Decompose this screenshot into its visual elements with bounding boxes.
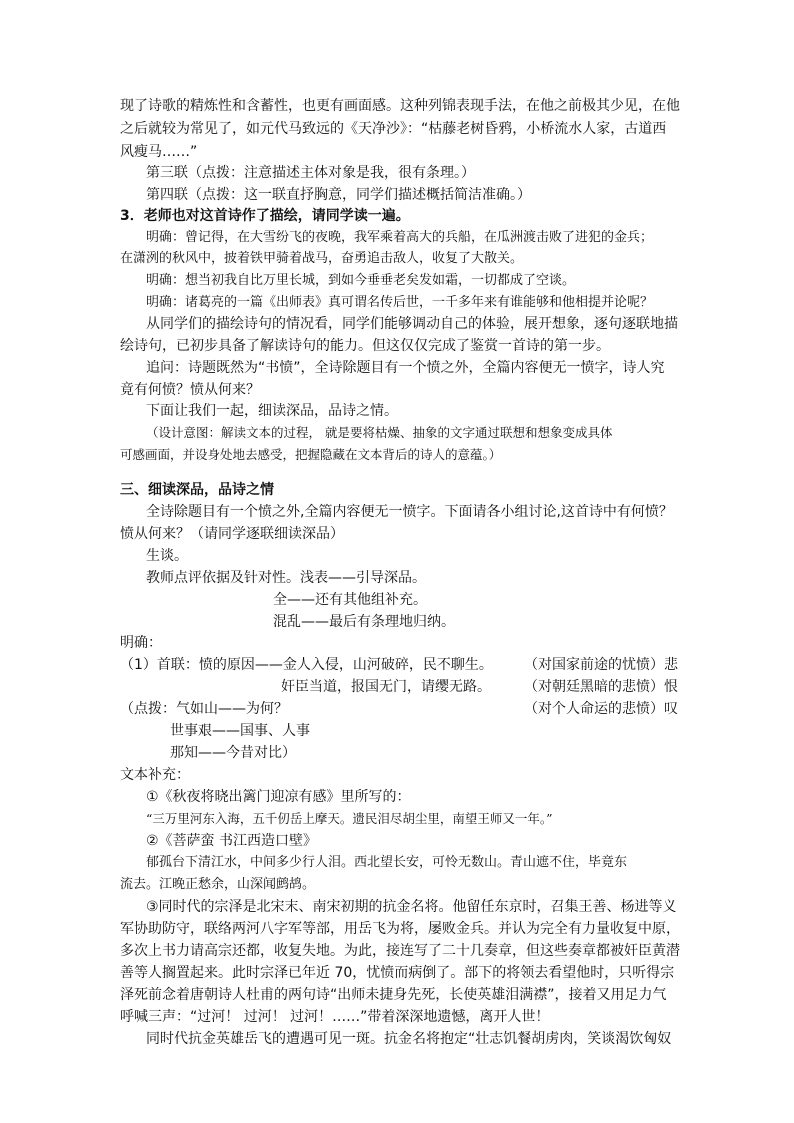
paragraph-line: 明确：想当初我自比万里长城，到如今垂垂老矣发如霜，一切都成了空谈。 [146,273,576,288]
paragraph-line: 追问：诗题既然为“书愤”，全诗除题目有一个愤之外，全篇内容便无一愤字，诗人究 [146,360,665,376]
paragraph-line: 在潇洌的秋风中，披着铁甲骑着战马，奋勇追击敌人，收复了大散关。 [120,251,524,266]
poem-quote: 郁孤台下清江水，中间多少行人泪。西北望长安，可怜无数山。青山遮不住，毕竟东 [146,855,628,870]
paragraph-line: 绘诗句，已初步具备了解读诗句的能力。但这仅仅完成了鉴赏一首诗的第一步。 [120,338,610,354]
paragraph-line: 风瘦马……” [120,144,198,160]
poem-quote: “三万里河东入海，五千仞岳上摩天。遗民泪尽胡尘里，南望王师又一年。” [146,811,553,826]
paragraph-line: 从同学们的描绘诗句的情况看，同学们能够调动自己的体验，展开想象，逐句逐联地描 [146,316,678,332]
design-intent-note: 可感画面，并设身处地去感受，把握隐藏在文本背后的诗人的意蕴。） [120,447,502,462]
paragraph-line: 明确： [120,635,162,651]
paragraph-line: 那知——今昔对比） [170,745,296,761]
paragraph-line: 第三联（点拨：注意描述主体对象是我，很有条理。） [146,165,475,181]
paragraph-line: 呼喊三声：“过河！ 过河！ 过河！……”带着深深地遗憾，离开人世！ [120,1009,550,1025]
poem-quote: 流去。江晚正愁余，山深闻鹧鸪。 [120,877,316,892]
paragraph-line: 多次上书力请高宗还都，收复失地。为此，接连写了二十几奏章，但这些奏章都被奸臣黄潜 [120,943,680,959]
paragraph-line: 全诗除题目有一个愤之外,全篇内容便无一愤字。下面请各小组讨论,这首诗中有何愤？ [146,504,673,520]
paragraph-line: ①《秋夜将晓出篱门迎凉有感》里所写的： [146,789,411,805]
paragraph-line: 世事艰——国事、人事 [170,723,310,739]
section-heading: 3．老师也对这首诗作了描绘，请同学读一遍。 [120,208,410,224]
paragraph-line: 军协助防守，联络两河八字军等部，用岳飞为将，屡败金兵。并认为完全有力量收复中原， [120,921,680,937]
design-intent-note: （设计意图：解读文本的过程， 就是要将枯燥、抽象的文字通过联想和想象变成具体 [146,425,613,440]
section-heading: 三、细读深品，品诗之情 [120,482,274,498]
paragraph-line: 奸臣当道，报国无门，请缨无路。 [281,679,491,695]
paragraph-line: 明确：曾记得，在大雪纷飞的夜晚，我军乘着高大的兵船，在瓜洲渡击败了进犯的金兵； [146,230,654,245]
paragraph-line: 愤从何来？（请同学逐联细读深品） [120,526,344,542]
emotion-note: （对个人命运的悲愤）叹 [524,701,678,717]
paragraph-line: ②《菩萨蛮 书江西造口壁》 [146,833,318,849]
paragraph-line: 第四联（点拨：这一联直抒胸意，同学们描述概括简洁准确。） [146,187,531,203]
paragraph-line: （点拨：气如山——为何？ [120,701,288,717]
paragraph-line: 文本补充： [120,767,190,783]
paragraph-line: 同时代抗金英雄岳飞的遭遇可见一斑。抗金名将抱定“壮志饥餐胡虏肉，笑谈渴饮匈奴 [146,1031,672,1047]
paragraph-line: 教师点评依据及针对性。浅表——引导深品。 [146,570,426,586]
emotion-note: （对国家前途的忧愤）悲 [524,657,678,673]
emotion-note: （对朝廷黑暗的悲愤）恨 [524,679,678,695]
paragraph-line: 下面让我们一起，细读深品，品诗之情。 [146,403,398,419]
paragraph-line: 泽死前念着唐朝诗人杜甫的两句诗“出师未捷身先死，长使英雄泪满襟”，接着又用足力气 [120,987,667,1003]
paragraph-line: ③同时代的宗泽是北宋末、南宋初期的抗金名将。他留任东京时，召集王善、杨进等义 [146,899,677,915]
paragraph-line: （1）首联：愤的原因——金人入侵，山河破碎，民不聊生。 [120,657,493,673]
paragraph-line: 明确：诸葛亮的一篇《出师表》真可谓名传后世，一千多年来有谁能够和他相提并论呢？ [146,295,654,310]
paragraph-line: 现了诗歌的精炼性和含蓄性，也更有画面感。这种列锦表现手法，在他之前极其少见，在他 [120,98,680,114]
paragraph-line: 竟有何愤？愤从何来？ [120,382,260,398]
paragraph-line: 善等人搁置起来。此时宗泽已年近 70，忧愤而病倒了。部下的将领去看望他时，只听得宗 [120,965,675,981]
paragraph-line: 之后就较为常见了，如元代马致远的《天净沙》：“枯藤老树昏鸦，小桥流水人家，古道西 [120,121,667,137]
paragraph-line: 全——还有其他组补充。 [273,592,427,608]
paragraph-line: 混乱——最后有条理地归纳。 [273,614,455,630]
paragraph-line: 生谈。 [146,548,188,564]
